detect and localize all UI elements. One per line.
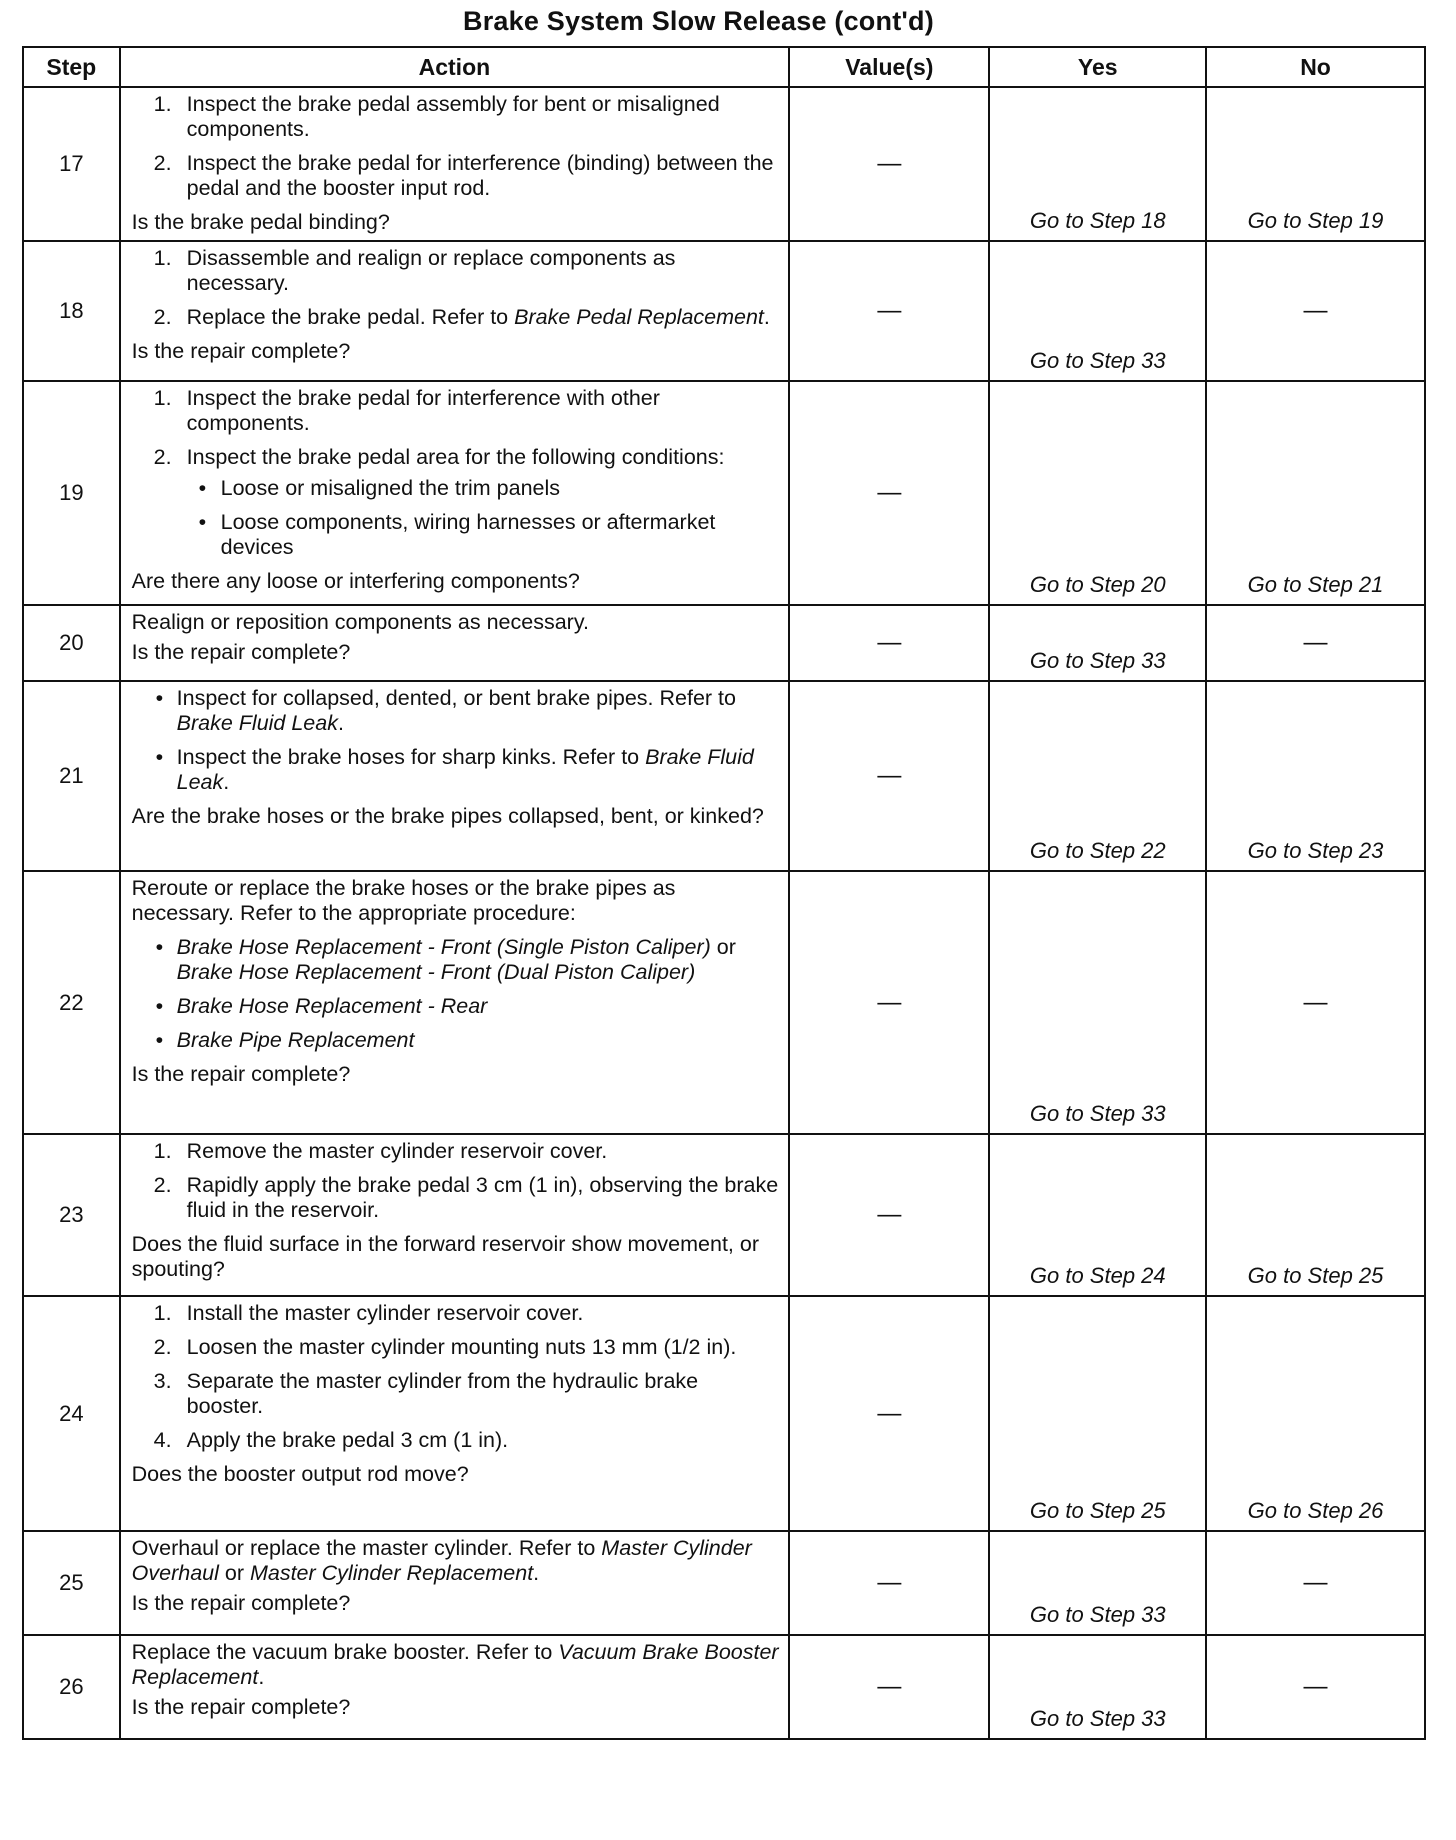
action-item: 1. Remove the master cylinder reservoir cover.: [153, 1139, 608, 1163]
action-text: Reroute or replace the brake hoses or the brake pipes as necessary. Refer to the appropriate procedure:: [131, 876, 676, 925]
value-cell: —: [789, 1296, 989, 1531]
no-result: —: [1206, 605, 1425, 681]
action-cell: [120, 871, 790, 1134]
action-cell: [120, 605, 790, 681]
page-title: Brake System Slow Release (cont'd): [463, 6, 934, 36]
action-cell: [120, 381, 790, 605]
action-cell: [120, 1531, 790, 1635]
step-number: 20: [23, 605, 120, 681]
bullet-item: • Inspect the brake hoses for sharp kinks. Refer to Brake Fluid Leak.: [155, 745, 754, 794]
table-row: [23, 241, 1425, 381]
action-item: 1. Inspect the brake pedal for interference with other components.: [153, 386, 660, 435]
step-number: 26: [23, 1635, 120, 1739]
value-cell: —: [789, 871, 989, 1134]
reference-link: Brake Hose Replacement - Front (Single Piston Caliper): [176, 935, 711, 959]
action-item: 1. Install the master cylinder reservoir cover.: [153, 1301, 584, 1325]
reference-link: Master Cylinder Replacement: [249, 1561, 534, 1585]
yes-result: Go to Step 33: [989, 241, 1206, 381]
action-cell: [120, 681, 790, 871]
step-number: 21: [23, 681, 120, 871]
yes-result: Go to Step 18: [989, 87, 1206, 241]
table-row: [23, 1296, 1425, 1531]
action-item: 2. Replace the brake pedal. Refer to Brake Pedal Replacement.: [153, 305, 770, 329]
yes-result: Go to Step 33: [989, 1531, 1206, 1635]
action-question: Is the repair complete?: [131, 339, 351, 363]
action-item: 4. Apply the brake pedal 3 cm (1 in).: [153, 1428, 509, 1452]
action-text: Overhaul or replace the master cylinder. Refer to Master Cylinder Overhaul or Master Cylinder Replacement.: [131, 1536, 752, 1585]
action-question: Does the booster output rod move?: [131, 1462, 469, 1486]
value-cell: —: [789, 381, 989, 605]
header-values: Value(s): [789, 47, 989, 87]
diagnostic-table: [22, 46, 1426, 1740]
action-cell: [120, 1134, 790, 1296]
no-result: Go to Step 23: [1206, 681, 1425, 871]
action-text: Replace the vacuum brake booster. Refer to Vacuum Brake Booster Replacement.: [131, 1640, 779, 1689]
table-row: [23, 1531, 1425, 1635]
header-step: Step: [23, 47, 120, 87]
step-number: 23: [23, 1134, 120, 1296]
yes-result: Go to Step 33: [989, 1635, 1206, 1739]
reference-link: Brake Hose Replacement - Rear: [176, 994, 488, 1018]
table-row: [23, 1134, 1425, 1296]
action-text: Realign or reposition components as necessary.: [131, 610, 589, 634]
value-cell: —: [789, 241, 989, 381]
action-question: Does the fluid surface in the forward reservoir show movement, or spouting?: [131, 1232, 759, 1281]
header-action: Action: [120, 47, 790, 87]
step-number: 25: [23, 1531, 120, 1635]
action-cell: [120, 87, 790, 241]
header-no: No: [1206, 47, 1425, 87]
table-row: [23, 1635, 1425, 1739]
reference-link: Brake Pipe Replacement: [176, 1028, 415, 1052]
reference-link: Brake Fluid Leak: [176, 745, 754, 794]
action-item: 2. Inspect the brake pedal area for the following conditions: • Loose or misaligned the trim panels • Loose components, wiring harnesses or aftermarket devices: [132, 445, 781, 560]
action-item: 2. Rapidly apply the brake pedal 3 cm (1 in), observing the brake fluid in the reservoir.: [153, 1173, 779, 1222]
value-cell: —: [789, 1635, 989, 1739]
table-row: [23, 605, 1425, 681]
action-question: Is the repair complete?: [131, 1695, 351, 1719]
step-number: 24: [23, 1296, 120, 1531]
action-item: 1. Disassemble and realign or replace components as necessary.: [153, 246, 676, 295]
action-item: 2. Loosen the master cylinder mounting nuts 13 mm (1/2 in).: [153, 1335, 737, 1359]
reference-link: Brake Fluid Leak: [176, 711, 338, 735]
action-question: Are the brake hoses or the brake pipes collapsed, bent, or kinked?: [131, 804, 764, 828]
action-cell: [120, 1296, 790, 1531]
header-yes: Yes: [989, 47, 1206, 87]
action-question: Is the repair complete?: [131, 640, 351, 664]
action-cell: [120, 1635, 790, 1739]
table-row: [23, 87, 1425, 241]
yes-result: Go to Step 33: [989, 605, 1206, 681]
reference-link: Brake Hose Replacement - Front (Dual Piston Caliper): [176, 960, 696, 984]
step-number: 17: [23, 87, 120, 241]
yes-result: Go to Step 33: [989, 871, 1206, 1134]
no-result: —: [1206, 1531, 1425, 1635]
value-cell: —: [789, 87, 989, 241]
value-cell: —: [789, 1531, 989, 1635]
no-result: Go to Step 21: [1206, 381, 1425, 605]
yes-result: Go to Step 22: [989, 681, 1206, 871]
yes-result: Go to Step 25: [989, 1296, 1206, 1531]
no-result: —: [1206, 1635, 1425, 1739]
table-row: [23, 381, 1425, 605]
yes-result: Go to Step 20: [989, 381, 1206, 605]
action-question: Is the repair complete?: [131, 1591, 351, 1615]
no-result: Go to Step 26: [1206, 1296, 1425, 1531]
reference-link: Vacuum Brake Booster Replacement: [131, 1640, 779, 1689]
no-result: —: [1206, 871, 1425, 1134]
table-row: [23, 681, 1425, 871]
table-header-row: [23, 47, 1425, 87]
action-question: Is the brake pedal binding?: [131, 210, 390, 234]
step-number: 18: [23, 241, 120, 381]
action-item: 1. Inspect the brake pedal assembly for bent or misaligned components.: [153, 92, 720, 141]
step-number: 22: [23, 871, 120, 1134]
bullet-item: • Loose components, wiring harnesses or aftermarket devices: [198, 510, 716, 559]
bullet-item: • Loose or misaligned the trim panels: [198, 476, 561, 500]
bullet-item: • Brake Hose Replacement - Rear: [155, 994, 488, 1018]
bullet-item: • Brake Pipe Replacement: [155, 1028, 415, 1052]
action-question: Is the repair complete?: [131, 1062, 351, 1086]
yes-result: Go to Step 24: [989, 1134, 1206, 1296]
bullet-item: • Brake Hose Replacement - Front (Single Piston Caliper) or Brake Hose Replacement - Front (Dual Piston Caliper): [155, 935, 736, 984]
action-question: Are there any loose or interfering components?: [131, 569, 580, 593]
reference-link: Brake Pedal Replacement: [514, 305, 764, 329]
step-number: 19: [23, 381, 120, 605]
action-cell: [120, 241, 790, 381]
reference-link: Master Cylinder Overhaul: [131, 1536, 752, 1585]
bullet-item: • Inspect for collapsed, dented, or bent brake pipes. Refer to Brake Fluid Leak.: [155, 686, 736, 735]
action-item: 2. Inspect the brake pedal for interference (binding) between the pedal and the booster input rod.: [153, 151, 774, 200]
no-result: —: [1206, 241, 1425, 381]
no-result: Go to Step 25: [1206, 1134, 1425, 1296]
value-cell: —: [789, 681, 989, 871]
value-cell: —: [789, 1134, 989, 1296]
no-result: Go to Step 19: [1206, 87, 1425, 241]
value-cell: —: [789, 605, 989, 681]
table-row: [23, 871, 1425, 1134]
action-item: 3. Separate the master cylinder from the hydraulic brake booster.: [153, 1369, 699, 1418]
